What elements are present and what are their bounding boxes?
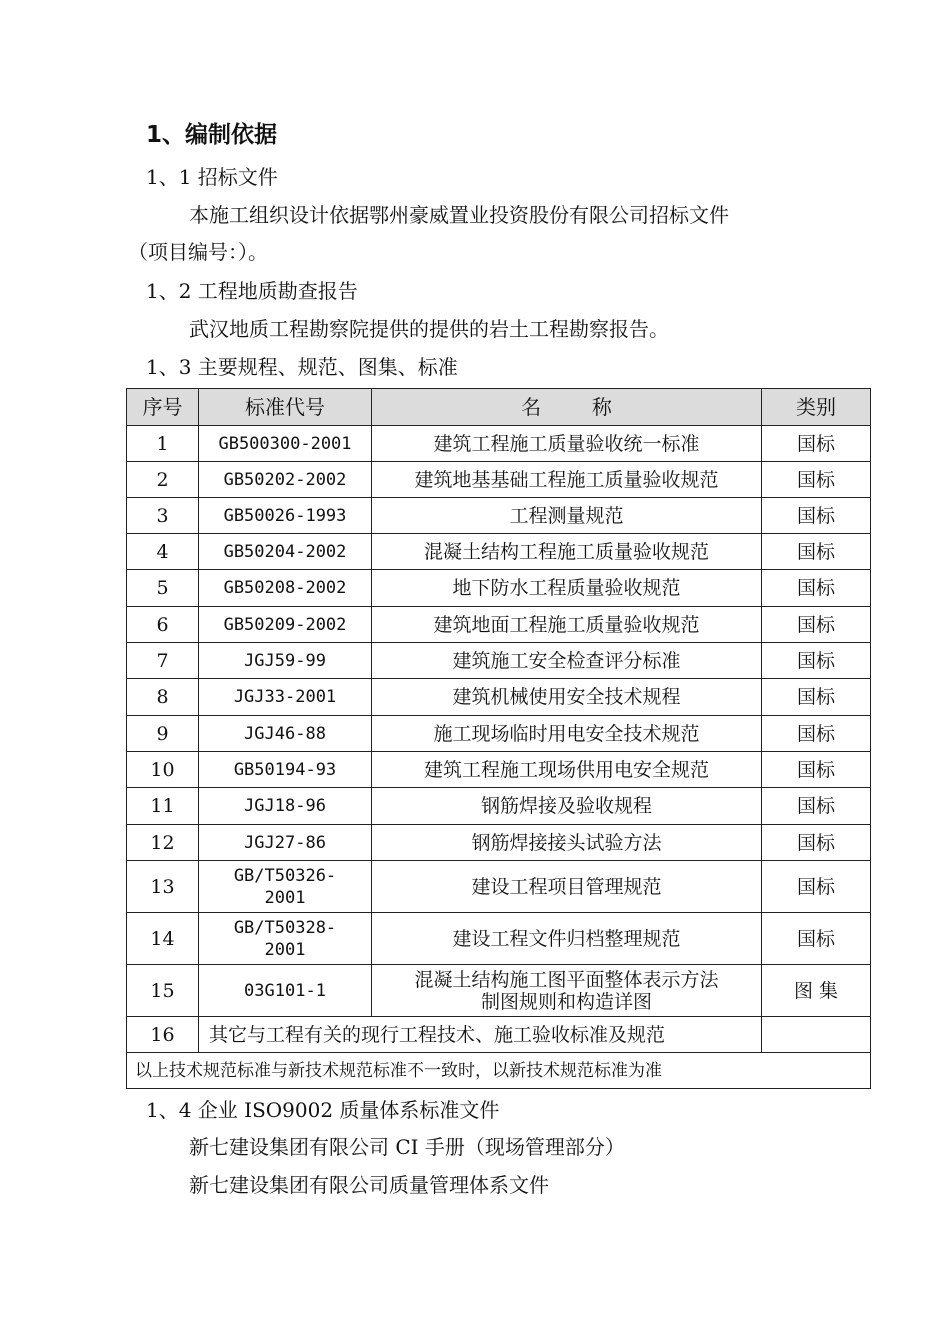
- row-serial: 14: [127, 913, 199, 965]
- row-name: 建设工程项目管理规范: [372, 861, 762, 913]
- row-category-empty: [762, 1017, 871, 1053]
- row-serial: 6: [127, 607, 199, 643]
- paragraph-1-4-line-2: 新七建设集团有限公司质量管理体系文件: [189, 1173, 549, 1197]
- row-serial: 13: [127, 861, 199, 913]
- row-code-line-1: GB/T50326-: [233, 865, 337, 886]
- row-category: 图 集: [762, 965, 871, 1017]
- row-code-line-2: 2001: [264, 887, 306, 908]
- row-name: 钢筋焊接及验收规程: [372, 788, 762, 825]
- row-name: 混凝土结构工程施工质量验收规范: [372, 534, 762, 570]
- row-code: JGJ46-88: [199, 716, 372, 752]
- paragraph-1-1-line-1: 本施工组织设计依据鄂州豪威置业投资股份有限公司招标文件: [189, 203, 729, 227]
- row-name: 建筑机械使用安全技术规程: [372, 679, 762, 716]
- row-name: 钢筋焊接接头试验方法: [372, 825, 762, 861]
- row-name: 施工现场临时用电安全技术规范: [372, 716, 762, 752]
- row-code-line-1: GB/T50328-: [233, 917, 337, 938]
- row-category: 国标: [762, 861, 871, 913]
- row-serial: 9: [127, 716, 199, 752]
- row-code: JGJ18-96: [199, 788, 372, 825]
- header-code: 标准代号: [199, 389, 372, 426]
- row-serial: 2: [127, 462, 199, 498]
- row-category: 国标: [762, 498, 871, 534]
- row-serial: 1: [127, 426, 199, 462]
- table-row: [127, 462, 871, 498]
- row-category: 国标: [762, 426, 871, 462]
- row-name: 工程测量规范: [372, 498, 762, 534]
- row-code: JGJ59-99: [199, 643, 372, 679]
- row-code: GB50208-2002: [199, 570, 372, 607]
- table-row: [127, 752, 871, 788]
- table-row: [127, 426, 871, 462]
- row-name: [372, 965, 762, 1017]
- table-row: [127, 965, 871, 1017]
- row-code: [199, 913, 372, 965]
- row-name: 建筑工程施工现场供用电安全规范: [372, 752, 762, 788]
- table-row: [127, 861, 871, 913]
- table-row: [127, 643, 871, 679]
- row-serial: 4: [127, 534, 199, 570]
- row-category: 国标: [762, 679, 871, 716]
- row-code-line-2: 2001: [264, 939, 306, 960]
- row-category: 国标: [762, 825, 871, 861]
- paragraph-1-1-line-2: （项目编号：）。: [128, 240, 268, 264]
- row-name: 建筑施工安全检查评分标准: [372, 643, 762, 679]
- row-category: 国标: [762, 462, 871, 498]
- header-serial: 序号: [127, 389, 199, 426]
- subsection-title-1-3: 1、3 主要规程、规范、图集、标准: [146, 355, 458, 379]
- table-row: [127, 498, 871, 534]
- row-serial: 15: [127, 965, 199, 1017]
- row-code: GB50209-2002: [199, 607, 372, 643]
- standards-table: [126, 388, 871, 1089]
- row-code: [199, 861, 372, 913]
- row-name-line-1: 混凝土结构施工图平面整体表示方法: [414, 968, 719, 991]
- row-serial: 16: [127, 1017, 199, 1053]
- row-code: JGJ27-86: [199, 825, 372, 861]
- table-row: [127, 788, 871, 825]
- row-code: GB50202-2002: [199, 462, 372, 498]
- row-code: GB500300-2001: [199, 426, 372, 462]
- row-serial: 11: [127, 788, 199, 825]
- row-code: GB50026-1993: [199, 498, 372, 534]
- row-code: GB50194-93: [199, 752, 372, 788]
- table-note-row: [127, 1053, 871, 1089]
- header-category: 类别: [762, 389, 871, 426]
- row-category: 国标: [762, 752, 871, 788]
- header-name: 名 称: [372, 389, 762, 426]
- table-row: [127, 679, 871, 716]
- row-category: 国标: [762, 788, 871, 825]
- row-serial: 8: [127, 679, 199, 716]
- table-row: [127, 716, 871, 752]
- row-code: GB50204-2002: [199, 534, 372, 570]
- row-category: 国标: [762, 570, 871, 607]
- row-code: JGJ33-2001: [199, 679, 372, 716]
- table-row: [127, 607, 871, 643]
- row-category: 国标: [762, 643, 871, 679]
- row-serial: 7: [127, 643, 199, 679]
- row-name: 建筑地面工程施工质量验收规范: [372, 607, 762, 643]
- row-serial: 5: [127, 570, 199, 607]
- subsection-title-1-1: 1、1 招标文件: [146, 165, 278, 189]
- table-header-row: [127, 389, 871, 426]
- row-name-line-2: 制图规则和构造详图: [480, 990, 652, 1013]
- row-category: 国标: [762, 607, 871, 643]
- row-category: 国标: [762, 716, 871, 752]
- row-name: 建设工程文件归档整理规范: [372, 913, 762, 965]
- row-other-standards: 其它与工程有关的现行工程技术、施工验收标准及规范: [199, 1017, 762, 1053]
- row-serial: 10: [127, 752, 199, 788]
- section-heading: 1、编制依据: [146, 122, 278, 148]
- table-row: [127, 570, 871, 607]
- row-name: 地下防水工程质量验收规范: [372, 570, 762, 607]
- row-name: 建筑地基基础工程施工质量验收规范: [372, 462, 762, 498]
- row-code: 03G101-1: [199, 965, 372, 1017]
- row-category: 国标: [762, 913, 871, 965]
- table-row: [127, 1017, 871, 1053]
- paragraph-1-4-line-1: 新七建设集团有限公司 CI 手册（现场管理部分）: [189, 1135, 625, 1159]
- subsection-title-1-2: 1、2 工程地质勘查报告: [146, 279, 358, 303]
- table-row: [127, 534, 871, 570]
- row-serial: 3: [127, 498, 199, 534]
- row-category: 国标: [762, 534, 871, 570]
- paragraph-1-2: 武汉地质工程勘察院提供的提供的岩土工程勘察报告。: [189, 317, 669, 341]
- row-serial: 12: [127, 825, 199, 861]
- table-row: [127, 913, 871, 965]
- table-row: [127, 825, 871, 861]
- table-note: 以上技术规范标准与新技术规范标准不一致时，以新技术规范标准为准: [127, 1053, 871, 1089]
- row-name: 建筑工程施工质量验收统一标准: [372, 426, 762, 462]
- subsection-title-1-4: 1、4 企业 ISO9002 质量体系标准文件: [146, 1098, 500, 1122]
